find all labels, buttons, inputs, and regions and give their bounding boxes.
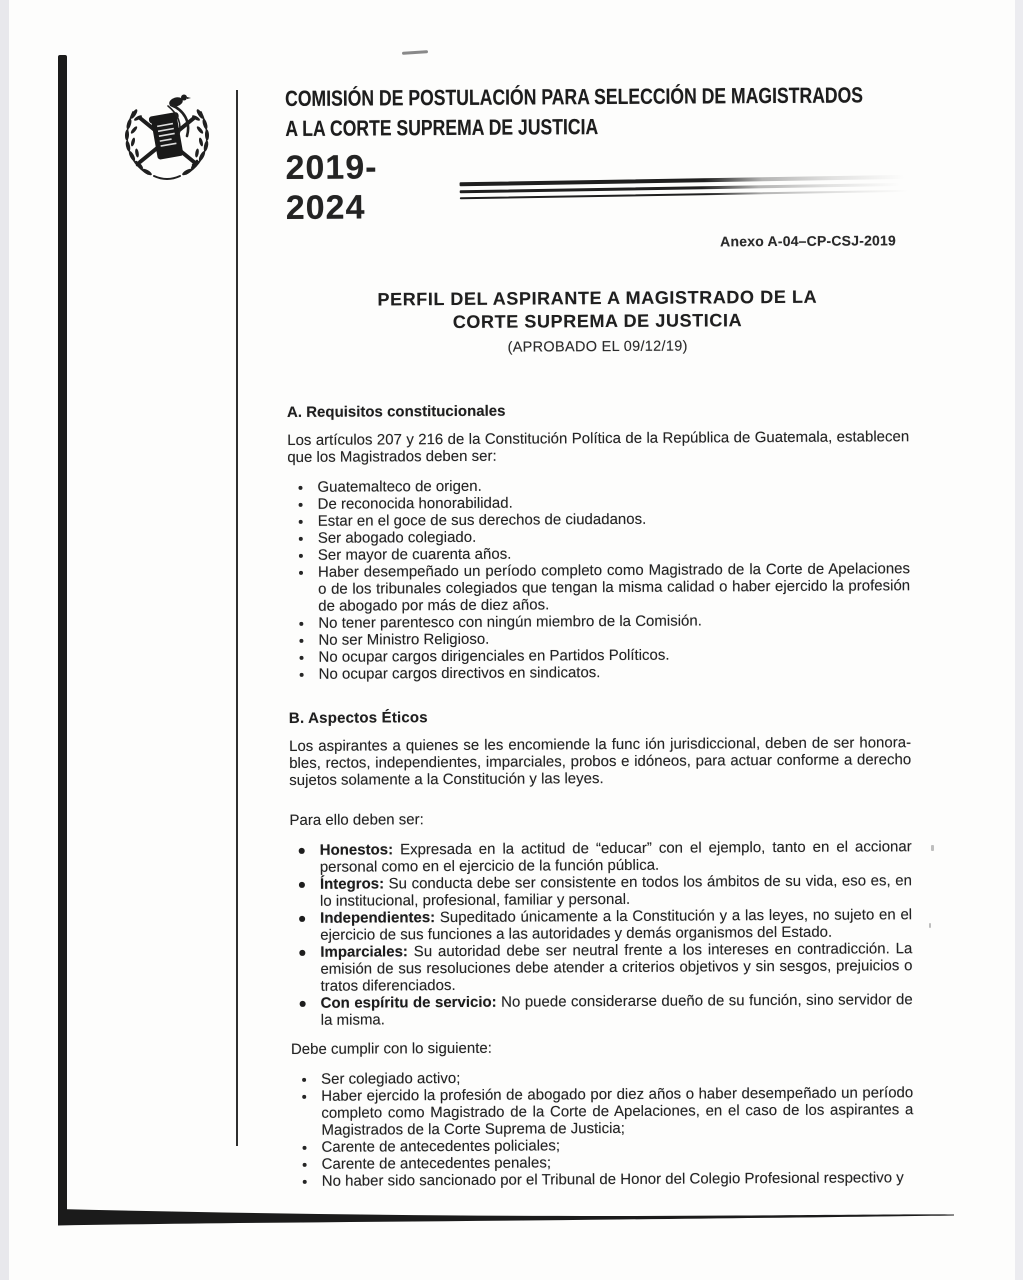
list-item [291, 991, 913, 1029]
scan-speck [931, 845, 934, 851]
trait-term: Independientes: [320, 909, 436, 927]
list-item-text: Haber desempeñado un período completo como Magistrado de la Corte de Apelaciones o de los tribunales colegiados que tengan la misma calidad o haber ejercido la profesión de abogado por más de diez años. [317, 560, 911, 615]
period-label: 2019-2024 [285, 148, 378, 227]
document-title [286, 285, 908, 358]
compliance-requirements-list [291, 1067, 914, 1190]
scan-artifact-dash [402, 50, 428, 55]
approval-date: (APROBADO EL 09/12/19) [507, 338, 688, 356]
section-a-intro: Los artículos 207 y 216 de la Constitución Política de la República de Guatemala, establecen que los Magistrados deben ser: [287, 428, 910, 466]
trait-desc: Su conducta debe ser consistente en todos los ámbitos de su vida, eso es, en lo institucional, profesional, familiar y personal. [319, 872, 912, 910]
scan-speck [929, 923, 931, 928]
decorative-rules [460, 172, 908, 200]
trait-term: Honestos: [319, 841, 394, 859]
commission-name [285, 81, 864, 144]
list-item-text: Estar en el goce de sus derechos de ciudadanos. [317, 510, 647, 530]
trait-term: Imparciales: [320, 943, 408, 961]
list-item-text: No haber sido sancionado por el Tribunal de Honor del Colegio Profesional respectivo y [321, 1169, 904, 1190]
section-b-subheading-2: Debe cumplir con lo siguiente: [290, 1039, 492, 1058]
annex-code: Anexo A-04–CP-CSJ-2019 [720, 232, 897, 250]
commission-name-line2: A LA CORTE SUPREMA DE JUSTICIA [285, 114, 599, 141]
list-item-text: Ser colegiado activo; [321, 1069, 461, 1088]
list-item [292, 1169, 914, 1190]
constitutional-requirements-list [287, 475, 910, 683]
list-item [290, 906, 912, 944]
list-item-text: De reconocida honorabilidad. [317, 494, 513, 513]
scan-background-left [0, 0, 9, 1280]
section-b-subheading-1: Para ello deben ser: [289, 811, 424, 829]
section-b-intro: Los aspirantes a quienes se les encomiende la func ión jurisdiccional, deben de ser honora-bles, rectos, independientes, imparciales, probos e idóneos, para actuar conforme a derecho sujetos solamente a la Constitución y las leyes. [289, 734, 912, 789]
list-item [291, 1084, 913, 1139]
list-item-text: No ser Ministro Religioso. [318, 630, 490, 649]
title-line1: PERFIL DEL ASPIRANTE A MAGISTRADO DE LA [377, 286, 818, 310]
list-item-text: No tener parentesco con ningún miembro de la Comisión. [318, 612, 702, 632]
trait-desc: No puede considerarse dueño de su función, sino servidor de la misma. [320, 991, 913, 1029]
commission-name-line1: COMISIÓN DE POSTULACIÓN PARA SELECCIÓN DE MAGISTRADOS [285, 82, 864, 111]
list-item-text: No ocupar cargos directivos en sindicatos. [318, 664, 601, 683]
section-a-heading: A. Requisitos constitucionales [286, 402, 506, 421]
trait-desc: Supeditado únicamente a la Constitución y a las leyes, no sujeto en el ejercicio de sus funciones a las autoridades y demás organismos del Estado. [320, 906, 913, 944]
header-vertical-rule [236, 90, 238, 1146]
list-item-text: Carente de antecedentes penales; [321, 1154, 552, 1173]
page-edge-shadow-left [58, 55, 67, 1213]
trait-desc: Su autoridad debe ser neutral frente a los intereses en contradicción. La emisión de sus resoluciones debe atender a criterios objetivos y sin sesgos, prejuicios o tratos diferenciados. [320, 940, 913, 995]
page-edge-shadow-bottom [58, 1206, 963, 1232]
section-b-heading: B. Aspectos Éticos [288, 709, 428, 727]
list-item [289, 662, 911, 683]
trait-term: Con espíritu de servicio: [320, 993, 497, 1012]
list-item-text: Haber ejercido la profesión de abogado por diez años o haber desempeñado un período completo como Magistrado de la Corte de Apelaciones, en el caso de los aspirantes a Magistrados de la Corte Suprema de Justicia; [321, 1084, 914, 1139]
list-item-text: Carente de antecedentes policiales; [321, 1137, 561, 1156]
list-item-text: Guatemalteco de origen. [317, 477, 482, 496]
list-item [290, 838, 912, 876]
guatemala-coat-of-arms-icon [108, 90, 226, 190]
ethical-traits-list [290, 838, 913, 1029]
trait-term: Íntegros: [319, 875, 385, 893]
list-item-text: Ser abogado colegiado. [317, 528, 477, 547]
scan-background-right [1015, 0, 1023, 1280]
list-item-text: No ocupar cargos dirigenciales en Partidos Políticos. [318, 646, 670, 666]
list-item [288, 560, 910, 615]
period-row [285, 144, 907, 228]
document-content [285, 76, 914, 1190]
trait-desc: Expresada en la actitud de “educar” con el ejemplo, tanto en el accionar personal como en el ejercicio de la función pública. [319, 838, 912, 876]
list-item [290, 940, 912, 995]
list-item [290, 872, 912, 910]
title-line2: CORTE SUPREMA DE JUSTICIA [452, 310, 743, 332]
list-item-text: Ser mayor de cuarenta años. [317, 545, 512, 564]
